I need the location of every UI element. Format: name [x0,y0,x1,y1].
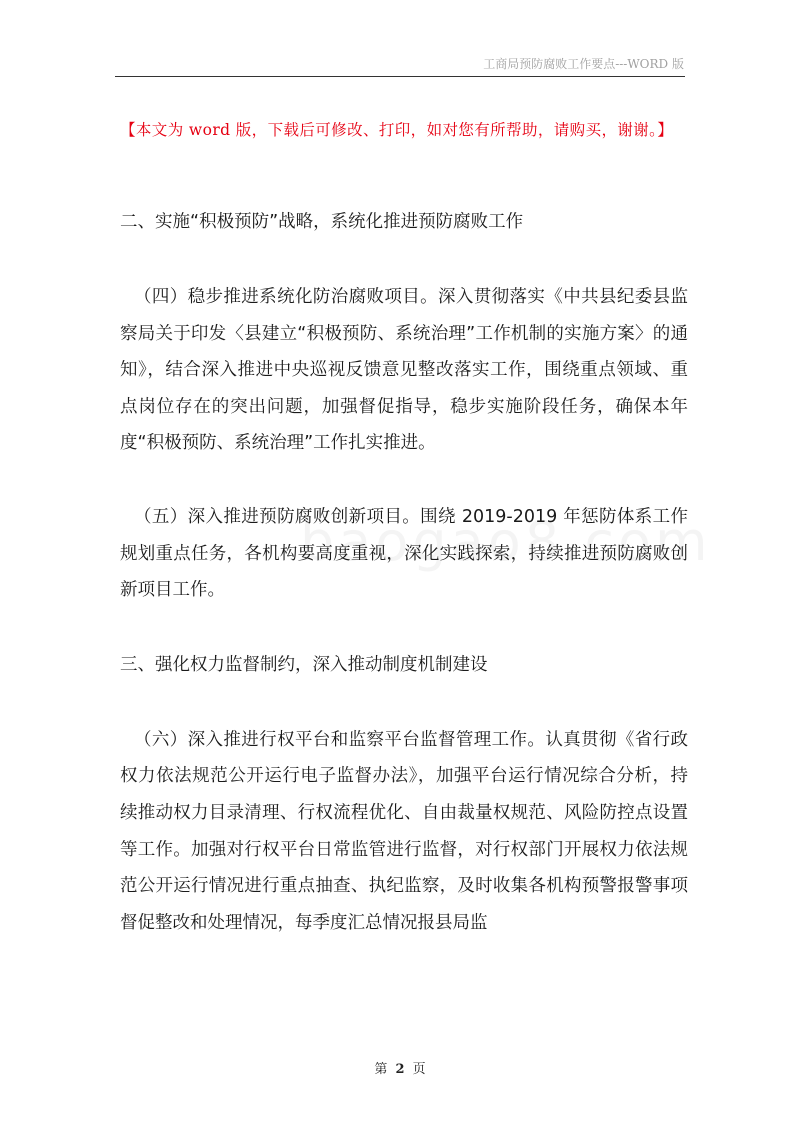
paragraph-item-5: （五）深入推进预防腐败创新项目。围绕 2019-2019 年惩防体系工作规划重点任务，各机构要高度重视，深化实践探索，持续推进预防腐败创新项目工作。 [120,506,688,601]
page-footer [0,1058,800,1077]
section-heading-3: 三、强化权力监督制约，深入推动制度机制建设 [120,654,488,675]
paragraph-item-6: （六）深入推进行权平台和监察平台监督管理工作。认真贯彻《省行政权力依法规范公开运行电子监督办法》，加强平台运行情况综合分析，持续推动权力目录清理、行权流程优化、自由裁量权规范、风险防控点设置等工作。加强对行权平台日常监管进行监督，对行权部门开展权力依法规范公开运行情况进行重点抽查、执纪监察，及时收集各机构预警报警事项督促整改和处理情况，每季度汇总情况报县局监 [120,729,688,933]
purchase-notice: 【本文为 word 版，下载后可修改、打印，如对您有所帮助，请购买，谢谢。】 [120,121,674,139]
page-label-suffix: 页 [412,1062,426,1077]
page-header [0,0,800,80]
header-title: 工商局预防腐败工作要点---WORD 版 [483,57,684,71]
section-heading-2: 二、实施“积极预防”战略，系统化推进预防腐败工作 [120,212,524,232]
page-label-prefix: 第 [374,1062,388,1077]
document-body [120,203,688,941]
header-divider [115,76,685,77]
paragraph-item-4: （四）稳步推进系统化防治腐败项目。深入贯彻落实《中共县纪委县监察局关于印发〈县建立“积极预防、系统治理”工作机制的实施方案〉的通知》，结合深入推进中央巡视反馈意见整改落实工作，围绕重点领域、重点岗位存在的突出问题，加强督促指导，稳步实施阶段任务，确保本年度“积极预防、系统治理”工作扎实推进。 [120,287,688,454]
page-number: 2 [395,1062,405,1077]
